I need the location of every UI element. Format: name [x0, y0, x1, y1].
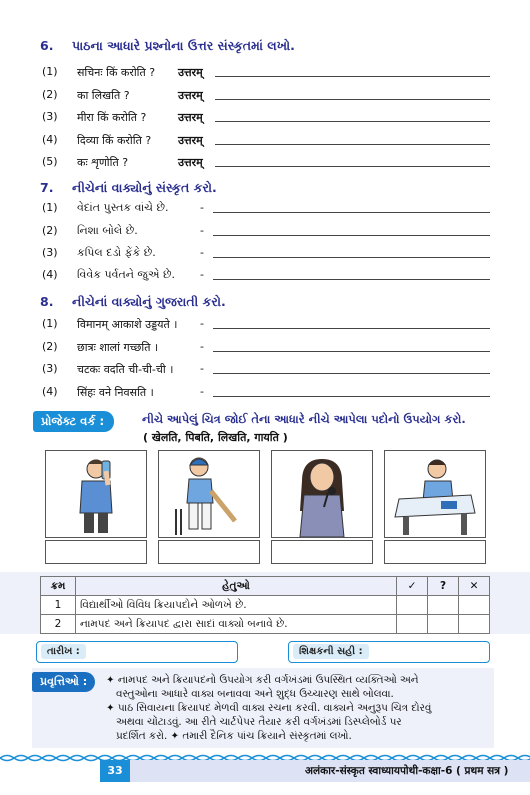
teacher-signature-field[interactable]: [288, 641, 490, 663]
answer-line[interactable]: [213, 328, 490, 329]
sentence-text: કપિલ દડો ફેંકે છે.: [77, 246, 156, 259]
sentence-text: विमानम् आकाशे उड्डयते ।: [77, 318, 178, 331]
row-number: (4): [42, 385, 58, 398]
col-header-cross: ✕: [459, 577, 490, 596]
picture-answer-box-1[interactable]: [45, 540, 147, 564]
row-number: (5): [42, 155, 58, 168]
question-text: का लिखति ?: [77, 89, 130, 102]
picture-answer-box-2[interactable]: [158, 540, 260, 564]
question-text: सचिनः किं करोति ?: [77, 66, 156, 79]
answer-line[interactable]: [213, 373, 490, 374]
answer-line[interactable]: [213, 257, 490, 258]
answer-line[interactable]: [215, 76, 490, 77]
answer-dash: -: [200, 385, 204, 398]
row-serial: 2: [41, 615, 76, 634]
answer-dash: -: [200, 362, 204, 375]
section-6-title: પાઠના આધારે પ્રશ્નોના ઉત્તર સંસ્કૃતમાં લખો.: [72, 38, 295, 53]
wave-divider: [0, 748, 530, 758]
project-work-tab: પ્રોજેક્ટ વર્ક :: [33, 411, 114, 432]
row-objective: વિદ્યાર્થીઓ વિવિધ ક્રિયાપદોને ઓળખે છે.: [76, 596, 397, 615]
col-header-question: ?: [428, 577, 459, 596]
date-label: તારીખ :: [41, 644, 86, 659]
answer-line[interactable]: [213, 212, 490, 213]
col-header-objectives: હેતુઓ: [76, 577, 397, 596]
picture-boy-drinking: [45, 450, 147, 538]
row-number: (1): [42, 317, 58, 330]
row-number: (3): [42, 362, 58, 375]
answer-dash: -: [200, 340, 204, 353]
teacher-signature-label: શિક્ષકની સહી :: [293, 644, 369, 659]
table-header-row: [41, 577, 490, 596]
row-number: (2): [42, 340, 58, 353]
answer-label: उत्तरम्: [178, 134, 203, 147]
row-objective: નામપદ અને ક્રિયાપદ દ્વારા સાદાં વાક્યો બનાવે છે.: [76, 615, 397, 634]
activity-line-3: ✦ પાઠ સિવાયના ક્રિયાપદ મેળવી વાક્ય રચના કરવી. વાક્યને અનુરૂપ ચિત્ર દોરવું: [106, 702, 432, 714]
sentence-text: चटकः वदति ची-ची-ची ।: [77, 363, 174, 376]
answer-line[interactable]: [213, 235, 490, 236]
activity-line-2: વસ્તુઓના આધારે વાક્ય બનાવવા અને શુદ્ધ ઉચ્ચારણ સાથે બોલવા.: [116, 688, 394, 700]
row-number: (4): [42, 268, 58, 281]
sentence-text: વેદાંત પુસ્તક વાંચે છે.: [77, 201, 169, 214]
section-7-number: 7.: [40, 180, 54, 195]
answer-line[interactable]: [215, 166, 490, 167]
row-serial: 1: [41, 596, 76, 615]
row-number: (2): [42, 224, 58, 237]
row-number: (3): [42, 110, 58, 123]
col-header-serial: ક્રમ: [41, 577, 76, 596]
activity-line-4: અથવા ચોંટાડવું. આ રીતે ચાર્ટપેપર તૈયાર કરી વર્ગખંડમાં ડિસ્પ્લેબોર્ડ પર: [116, 716, 402, 728]
picture-boy-playing-cricket: [158, 450, 260, 538]
cross-cell[interactable]: [459, 596, 490, 615]
answer-label: उत्तरम्: [178, 111, 203, 124]
goals-table: [40, 576, 490, 634]
row-number: (1): [42, 201, 58, 214]
section-8-number: 8.: [40, 294, 54, 309]
row-number: (3): [42, 246, 58, 259]
question-text: कः शृणोति ?: [77, 156, 129, 169]
cross-cell[interactable]: [459, 615, 490, 634]
book-title: अलंकार-संस्कृत स्वाध्यायपोथी-कक्षा-6 ( प्रथम सत्र ): [305, 765, 509, 777]
answer-dash: -: [200, 246, 204, 259]
sentence-text: નિશા બોલે છે.: [77, 224, 138, 237]
section-8-title: નીચેનાં વાક્યોનું ગુજરાતી કરો.: [72, 294, 226, 309]
tick-cell[interactable]: [397, 615, 428, 634]
section-7-title: નીચેનાં વાક્યોનું સંસ્કૃત કરો.: [72, 180, 217, 195]
table-row: [41, 615, 490, 634]
project-instruction: નીચે આપેલું ચિત્ર જોઈ તેના આધારે નીચે આપેલા પદોનો ઉપયોગ કરો.: [142, 412, 466, 426]
section-6-number: 6.: [40, 38, 54, 53]
activity-line-1: ✦ નામપદ અને ક્રિયાપદનો ઉપયોગ કરી વર્ગખંડમાં ઉપસ્થિત વ્યક્તિઓ અને: [106, 674, 419, 686]
date-field[interactable]: [36, 641, 238, 663]
answer-label: उत्तरम्: [178, 89, 203, 102]
picture-girl-singing: [271, 450, 373, 538]
question-cell[interactable]: [428, 596, 459, 615]
sentence-text: વિવેક પર્વતને જુએ છે.: [77, 268, 175, 281]
answer-line[interactable]: [215, 99, 490, 100]
answer-label: उत्तरम्: [178, 66, 203, 79]
answer-dash: -: [200, 201, 204, 214]
answer-label: उत्तरम्: [178, 156, 203, 169]
answer-line[interactable]: [215, 121, 490, 122]
answer-dash: -: [200, 317, 204, 330]
answer-dash: -: [200, 224, 204, 237]
answer-line[interactable]: [213, 351, 490, 352]
picture-answer-box-3[interactable]: [271, 540, 373, 564]
col-header-tick: ✓: [397, 577, 428, 596]
answer-line[interactable]: [215, 144, 490, 145]
picture-answer-box-4[interactable]: [384, 540, 486, 564]
picture-boy-writing: [384, 450, 486, 538]
question-cell[interactable]: [428, 615, 459, 634]
question-text: दिव्या किं करोति ?: [77, 134, 152, 147]
answer-line[interactable]: [213, 396, 490, 397]
tick-cell[interactable]: [397, 596, 428, 615]
table-row: [41, 596, 490, 615]
sentence-text: सिंहः वने निवसति ।: [77, 386, 154, 399]
row-number: (2): [42, 88, 58, 101]
page-number: 33: [100, 760, 130, 782]
answer-line[interactable]: [213, 279, 490, 280]
sentence-text: छात्रः शालां गच्छति ।: [77, 341, 159, 354]
row-number: (4): [42, 133, 58, 146]
question-text: मीरा किं करोति ?: [77, 111, 147, 124]
activities-tab: પ્રવૃત્તિઓ :: [32, 672, 95, 692]
activity-line-5: પ્રદર્શિત કરો. ✦ તમારી દૈનિક પાંચ ક્રિયાને સંસ્કૃતમાં લખો.: [116, 730, 352, 742]
project-word-list: ( खेलति, पिबति, लिखति, गायति ): [143, 431, 288, 444]
answer-dash: -: [200, 268, 204, 281]
row-number: (1): [42, 65, 58, 78]
